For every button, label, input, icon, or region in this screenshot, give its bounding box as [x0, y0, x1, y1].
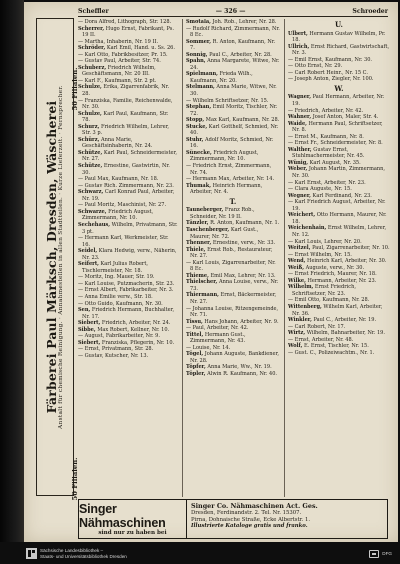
entry-details: Frieda Wilh., Kaufmann, Nr. 20.	[190, 71, 253, 84]
dfg-label: DFG	[382, 551, 392, 557]
advertisement-headline: Färberei Paul Märksch, Dresden, Wäscherei	[44, 100, 60, 414]
directory-entry	[78, 209, 178, 222]
singer-brand-block	[79, 500, 187, 538]
directory-entry	[186, 371, 280, 378]
entry-details: Friedrich, Arbeiter, Nr. 24.	[101, 320, 171, 327]
directory-page	[24, 2, 398, 542]
singer-title: Singer Nähmaschinen	[79, 502, 166, 530]
entry-details: Alwin R. Kaufmann, Nr. 40.	[207, 370, 278, 377]
singer-tagline: sind nur zu haben bei	[98, 530, 167, 536]
entry-details: — Karl Louis, Zigarrenarbeiter, Nr. 8 Ec.	[186, 259, 276, 273]
entry-surname: Schwarze,	[78, 208, 107, 215]
head-rule	[78, 16, 388, 17]
entry-details: Wilhelm Karl, Arbeiter, Nr. 36.	[292, 303, 383, 317]
entry-details: — Otto Ernst, Nr. 29.	[288, 63, 343, 70]
entry-surname: Thumak,	[186, 182, 211, 189]
entry-details: Hermann Gust., Zimmermann, Nr. 43.	[190, 331, 246, 345]
entry-details: R. Anton, Kaufmann, Nr. 1.	[210, 220, 280, 227]
entry-details: Ernst Wilhelm, Lehrer, Nr. 12.	[292, 225, 387, 238]
entry-surname: Töpfer,	[186, 364, 206, 371]
entry-details: E. Ernst, Tischler, Nr. 15.	[303, 343, 369, 350]
entry-details: — Wilhelm Schriftsetzer, Nr. 15.	[186, 97, 269, 104]
entry-details: Friedrich Wilhelm, Lehrer, Str. 3 p.	[82, 123, 170, 137]
entry-details: Josef Anton, Maler, Str. 4.	[312, 114, 379, 121]
entry-details: Ernst, Bäckermeister, Nr. 27.	[190, 292, 277, 305]
entry-details: — Karl Friedrich August, Arbeiter, Nr. 19.	[288, 199, 386, 212]
entry-details: Auguste, verw., Nr. 30.	[305, 264, 365, 271]
singer-firm-name: Singer Co. Nähmaschinen Act. Ges.	[191, 502, 318, 510]
entry-details: Friedrich Hermann, Buchhalter, Nr. 17.	[82, 307, 175, 320]
entry-surname: Töpler,	[186, 370, 206, 377]
entry-details: — Emil Ernst, Kaufmann, Nr. 30.	[288, 56, 373, 63]
entry-details: Max Robert, Kellner, Nr. 10.	[97, 326, 170, 333]
library-name-line-1: Sächsische Landesbibliothek –	[40, 548, 104, 554]
directory-entry	[186, 260, 280, 273]
advertisement-subline: Anstalt für chemische Reinigung. · Annahmestellen in allen Stadtteilen. · Kurze Lieferzeit. · Fernsprecher.	[58, 85, 65, 429]
advertisement-text	[37, 22, 73, 492]
entry-surname: Weichert,	[288, 212, 316, 219]
entry-surname: Schulze,	[78, 84, 102, 91]
directory-entry	[288, 147, 390, 160]
entry-surname: Stopp,	[186, 117, 205, 124]
entry-details: Karl Gotthelf, Schmied, Nr. 40.	[190, 123, 279, 137]
entry-details: Franz Rob., Schneider, Nr. 19 II.	[190, 207, 255, 220]
entry-surname: Sibbe,	[78, 326, 96, 333]
entry-surname: Wittenberg,	[288, 303, 322, 310]
entry-details: — Ernst Albert, Fabrikarbeiter, Nr. 3.	[78, 287, 174, 294]
entry-surname: Spielmann,	[186, 71, 218, 78]
directory-entry	[78, 84, 178, 97]
directory-entry	[288, 284, 390, 297]
entry-surname: Tittel,	[186, 331, 204, 338]
entry-surname: Ulbert,	[288, 30, 308, 37]
filialen-label-top: 50 Filialen.	[71, 67, 79, 111]
directory-entry	[78, 189, 178, 202]
entry-surname: Tänzler,	[186, 220, 209, 227]
entry-surname: Stephan,	[186, 104, 212, 111]
directory-entry	[186, 71, 280, 84]
entry-surname: Sommer,	[186, 38, 211, 45]
section-letter: T.	[229, 196, 237, 206]
entry-surname: Stuhr,	[186, 136, 204, 143]
directory-entry	[288, 199, 390, 212]
entry-details: Ernestine, Gastwirtin, Nr. 30.	[82, 163, 170, 176]
directory-entry	[78, 222, 178, 235]
entry-details: Johann Auguste, Bankdiener, Nr. 28.	[190, 351, 279, 364]
entry-details: Erika, Zigarrenfabrik, Nr. 28.	[82, 84, 170, 98]
directory-entry	[288, 44, 390, 57]
entry-details: — Gustav Rich. Zimmermann, Nr. 23.	[78, 182, 174, 189]
entry-details: Heinrich Hermann, Arbeiter, Nr. 4.	[190, 182, 263, 196]
directory-entry	[78, 235, 178, 248]
singer-address-line-1: Dresden, Ferdinandstr. 2. Tel. Nr. 15307.	[191, 509, 302, 516]
entry-details: Anna Marie, Geschäftsinhaberin, Nr. 24.	[82, 136, 153, 150]
singer-catalogue-note: Illustrierte Kataloge gratis und franko.	[191, 523, 308, 530]
directory-entry	[78, 353, 178, 360]
entry-details: — Friedrich, Arbeiter, Nr. 42.	[288, 107, 364, 114]
directory-entry	[78, 124, 178, 137]
directory-column-2	[182, 19, 280, 497]
entry-details: — Karl Ernst, Arbeiter, Nr. 23.	[288, 179, 366, 186]
entry-surname: Walther,	[288, 146, 312, 153]
directory-entry	[288, 31, 390, 44]
entry-details: — Karl Louise, Putzmacherin, Str. 23.	[78, 280, 175, 287]
entry-surname: Winkler,	[288, 317, 312, 324]
directory-entry	[186, 306, 280, 319]
entry-details: Karl August, Nr. 35.	[309, 159, 361, 166]
directory-entry	[186, 292, 280, 305]
singer-address-line-2: Pirna, Dohnaische Straße, Ecke Albertstr. 1.	[191, 516, 311, 523]
entry-details: — Gustav, Kutscher, Nr. 13.	[78, 352, 149, 359]
entry-details: Karl Ferdinand, Nr. 23.	[312, 192, 372, 199]
directory-entry	[78, 26, 178, 39]
entry-details: Karl Paul, Kaufmann, Str. 78.	[82, 110, 169, 124]
running-head-right: Schroeder	[352, 7, 388, 15]
entry-surname: Thielscher,	[186, 279, 218, 286]
entry-details: Karl Gust., Maurer, Nr. 72.	[190, 226, 259, 240]
viewer-footer	[0, 542, 400, 564]
entry-details: — Franziska, Familie, Reichenwalde, Nr. 30.	[78, 97, 173, 111]
entry-surname: Siebert,	[78, 320, 101, 327]
directory-entry	[186, 227, 280, 240]
directory-entry	[186, 332, 280, 345]
entry-details: Hermann Gustav Wilhelm, Pr. 18.	[292, 30, 386, 44]
entry-details: Johann Martin, Zimmermann, Nr. 30.	[292, 166, 385, 180]
entry-details: — Paul Max, Kaufmann, Nr. 18.	[78, 176, 159, 183]
entry-surname: Spahn,	[186, 58, 206, 65]
entry-surname: Schürz,	[78, 136, 100, 143]
entry-details: Anna Marie, Witwe, Nr. 30.	[190, 84, 277, 98]
directory-entry	[78, 137, 178, 150]
directory-entry	[186, 84, 280, 97]
entry-details: — Paul, Arbeiter, Nr. 42.	[186, 325, 249, 332]
directory-entry	[186, 58, 280, 71]
singer-advertisement	[78, 499, 388, 539]
entry-details: Hermann Paul, Schriftsetzer, Nr. 8.	[292, 120, 383, 134]
directory-column-1	[78, 19, 178, 497]
entry-details: — Paul Moritz, Maschinist, Nr. 27.	[78, 202, 167, 209]
entry-details: Karl Paul, Schneidermeister, Nr. 27.	[82, 149, 177, 163]
entry-details: Wilhelm, Privatmann, Str. 3 pt.	[82, 221, 178, 235]
entry-surname: Wahner,	[288, 114, 312, 121]
directory-entry	[288, 76, 390, 83]
section-letter: W.	[334, 83, 344, 93]
entry-surname: Wilhelm,	[288, 284, 314, 291]
directory-entry	[186, 124, 280, 137]
entry-surname: Sünecke,	[186, 149, 212, 156]
directory-entry	[78, 261, 178, 274]
entry-details: — August, Fabrikarbeiter, Nr. 9.	[78, 333, 160, 340]
entry-details: — Emil Otto, Kaufmann, Nr. 28.	[288, 297, 370, 304]
entry-details: — Joseph Anton, Ziegler, Nr. 100.	[288, 76, 374, 83]
directory-entry	[186, 150, 280, 163]
directory-entry	[186, 247, 280, 260]
library-logo-icon	[26, 548, 37, 559]
library-credit[interactable]	[26, 548, 127, 559]
entry-details: — Gustav Paul, Arbeiter, Str. 74.	[78, 58, 161, 65]
entry-details: — Karl F., Kaufmann, Str. 2 pt.	[78, 77, 157, 84]
entry-surname: Schütze,	[78, 163, 103, 170]
entry-details: Karl Julius Robert, Tischlermeister, Nr. 18.	[82, 261, 148, 274]
entry-surname: Wilke,	[288, 277, 306, 284]
entry-surname: Scherrer,	[78, 25, 105, 32]
entry-details: Emil Max, Lehrer, Nr. 13.	[210, 272, 276, 279]
book-binding	[0, 0, 24, 564]
entry-surname: Thiele,	[186, 246, 206, 253]
directory-entry	[78, 150, 178, 163]
entry-surname: Wagner,	[288, 94, 311, 101]
entry-surname: Weiß,	[288, 264, 304, 271]
directory-entry	[186, 137, 280, 150]
directory-column-3	[284, 19, 390, 497]
entry-details: Anna Louise, verw., Nr. 73.	[190, 279, 279, 292]
entry-surname: Weber,	[288, 166, 308, 173]
entry-details: — Ernst Fr., Schneidermeister, Nr. 8.	[288, 140, 383, 147]
directory-entry	[288, 166, 390, 179]
entry-details: Hermann, Arbeiter, Nr. 23.	[307, 277, 377, 284]
entry-surname: Schulze,	[78, 110, 102, 117]
entry-surname: Smotala,	[186, 19, 211, 25]
entry-details: — Louise, Nr. 14.	[186, 344, 231, 351]
entry-details: Adolf Moritz, Schmied, Nr. 16.	[190, 136, 274, 150]
directory-entry	[186, 39, 280, 52]
entry-surname: Weichenhain,	[288, 225, 327, 232]
entry-surname: Sonnig,	[186, 51, 208, 58]
entry-details: — Karl Louis, Lehrer, Nr. 20.	[288, 238, 362, 245]
entry-details: Ernst Friedrich, Schriftsetzer, Nr. 23.	[292, 284, 356, 297]
entry-details: Friedrich August, Zimmermann, Nr. 10.	[82, 208, 154, 222]
entry-details: Paul, Zigarrenarbeiter, Nr. 10.	[312, 245, 390, 252]
entry-details: — Ernst, Privatmann, Str. 28.	[78, 346, 154, 353]
entry-details: — Gust. C., Polizeiwachtm., Nr. 1.	[288, 349, 375, 356]
entry-details: — Carl Robert Heinr., Nr. 15 C.	[288, 69, 368, 76]
directory-entry	[78, 248, 178, 261]
entry-surname: Thieme,	[186, 272, 209, 279]
entry-details: — Clara Auguste, Nr. 15.	[288, 186, 352, 193]
directory-entry	[288, 304, 390, 317]
entry-details: — Johanna Louise, Ritzengemeinde, Nr. 71.	[186, 305, 279, 319]
entry-surname: Sen,	[78, 307, 91, 314]
entry-surname: Schurz,	[78, 123, 100, 130]
entry-surname: Thiermann,	[186, 292, 219, 299]
entry-details: Anna Marie, Ww., Nr. 19.	[207, 364, 272, 371]
directory-entry	[288, 121, 390, 134]
entry-surname: Wünig,	[288, 159, 309, 166]
running-head	[78, 6, 388, 16]
entry-details: Max Karl, Kaufmann, Nr. 28.	[205, 117, 280, 124]
entry-details: — Friedrich Ernst, Zimmermann, Nr. 74.	[186, 163, 272, 176]
directory-entry	[186, 163, 280, 176]
entry-surname: Thenner,	[186, 240, 212, 247]
entry-surname: Seifert,	[78, 261, 99, 268]
entry-surname: Seidel,	[78, 248, 98, 255]
entry-details: — Rudolf Richard, Zimmermann, Nr. 8 Ec.	[186, 25, 280, 39]
entry-surname: Tissu,	[186, 318, 203, 325]
entry-details: Paul C., Arbeiter, Nr. 28.	[209, 51, 272, 58]
directory-entry	[186, 351, 280, 364]
page-number: — 326 —	[215, 7, 246, 15]
directory-entry	[186, 207, 280, 220]
entry-details: Ernestine, verw., Nr. 33.	[212, 240, 276, 247]
entry-details: — Anna Emilie verw., Str. 18.	[78, 293, 153, 300]
entry-details: Paul C., Arbeiter, Nr. 19.	[313, 317, 377, 324]
entry-details: Friedrich Wilhelm, Geschäftsmann, Nr. 20 III.	[82, 64, 156, 78]
entry-surname: Ullrich,	[288, 43, 310, 50]
entry-surname: Schröder,	[78, 45, 106, 52]
entry-details: Wilhelm, Bahnarbeiter, Nr. 19.	[306, 330, 385, 337]
entry-details: Joh. Rob., Lehrer, Nr. 28.	[212, 19, 277, 25]
entry-details: Anna Margarete, Witwe, Nr. 24.	[190, 58, 280, 71]
directory-entry	[186, 183, 280, 196]
entry-details: — Hermann Karl, Werkmeister, Str. 16.	[78, 235, 169, 248]
entry-surname: Schütze,	[78, 149, 103, 156]
section-letter: U.	[335, 20, 343, 29]
vertical-advertisement	[36, 18, 79, 501]
entry-surname: Tauneberger,	[186, 207, 224, 214]
entry-details: — Carl Robert, Nr. 17.	[288, 323, 346, 330]
entry-details: Ernst Richard, Gastwirtschaft, Nr. 3.	[292, 43, 390, 57]
entry-details: Emil Moritz, Tischler, Nr. 72.	[190, 104, 278, 117]
entry-details: — Karl Otto, Fabrikbesitzer, Pr. 15.	[78, 51, 168, 58]
entry-details: Heinrich Karl, Arbeiter, Nr. 30.	[307, 258, 387, 265]
entry-surname: Wolf,	[288, 343, 303, 350]
entry-details: R. Anton, Kaufmann, Nr. 7.	[190, 38, 276, 52]
entry-details: — Ernst Wilhelm, Nr. 15.	[288, 251, 352, 258]
directory-entry	[186, 104, 280, 117]
directory-entry	[288, 350, 390, 357]
entry-surname: Wend,	[288, 258, 306, 265]
entry-surname: Schuberz,	[78, 64, 107, 71]
entry-surname: Tögel,	[186, 351, 204, 358]
entry-details: — Otto Guido, Kaufmann, Nr. 30.	[78, 300, 163, 307]
entry-details: Ernst Rob., Restaurateur, Nr. 27.	[190, 246, 273, 260]
directory-entry	[78, 163, 178, 176]
library-name-line-2: Staats- und Universitätsbibliothek Dresden	[40, 553, 127, 559]
entry-details: Karl Emil, Hand. u. Ss. 26.	[106, 45, 175, 52]
dfg-credit[interactable]	[369, 550, 392, 558]
entry-details: — Martha, Inhaberin, Nr. 19 II.	[78, 38, 159, 45]
directory-entry	[288, 94, 390, 107]
entry-details: Otto Hermann, Maurer, Nr. 18.	[292, 212, 387, 225]
entry-surname: Taschenberger,	[186, 226, 230, 233]
entry-details: — Dora Alfred, Lithograph, Str. 128.	[78, 19, 172, 25]
entry-details: — Ernst Friedrich, Maurer, Nr. 18.	[288, 271, 377, 278]
entry-details: Hans Johann, Arbeiter, Nr. 9.	[204, 318, 279, 325]
directory-entry	[288, 225, 390, 238]
directory-entry	[78, 111, 178, 124]
entry-details: — Hermann Max, Arbeiter, Nr. 14.	[186, 176, 275, 183]
entry-surname: Stelmann,	[186, 84, 215, 91]
entry-surname: Weitzel,	[288, 245, 311, 252]
running-head-left: Scheffler	[78, 7, 109, 15]
singer-address-block	[187, 500, 387, 538]
directory-entry	[78, 98, 178, 111]
entry-surname: Schwarz,	[78, 189, 104, 196]
entry-details: Klara Hedwig, verw., Näherin, Nr. 23.	[82, 248, 177, 261]
entry-details: Franziska, Pflegerin, Nr. 10.	[101, 339, 175, 346]
filialen-label-bottom: 50 Filialen.	[71, 457, 79, 501]
entry-surname: Sechehaus,	[78, 221, 111, 228]
entry-surname: Stucke,	[186, 123, 208, 130]
entry-surname: Wegner,	[288, 192, 311, 199]
entry-details: Carl Konrad Paul, Arbeiter, Nr. 19.	[82, 189, 175, 202]
directory-entry	[186, 279, 280, 292]
entry-surname: Waide,	[288, 120, 307, 127]
entry-details: Gustav Ernst, Stuhlmachermeister, Nr. 45.	[292, 146, 365, 160]
entry-surname: Wirtz,	[288, 330, 306, 337]
entry-surname: Siebert,	[78, 339, 101, 346]
entry-details: — Ernst, Arbeiter, Nr. 48.	[288, 336, 354, 343]
directory-entry	[288, 212, 390, 225]
entry-details: Paul Hermann, Arbeiter, Nr. 19.	[292, 94, 385, 108]
entry-details: Hugo Ernst, Fabrikant, Ps. 19 II.	[82, 25, 174, 39]
directory-entry	[78, 65, 178, 78]
entry-details: — Ernst M., Kaufmann, Nr. 8.	[288, 133, 364, 140]
dfg-logo-icon	[369, 550, 379, 558]
entry-details: Friedrich August, Zimmermann, Nr. 10.	[190, 149, 259, 163]
directory-entry	[186, 26, 280, 39]
entry-details: — Moritz, Ing. Mauer, Str. 19.	[78, 274, 155, 281]
directory-entry	[78, 307, 178, 320]
